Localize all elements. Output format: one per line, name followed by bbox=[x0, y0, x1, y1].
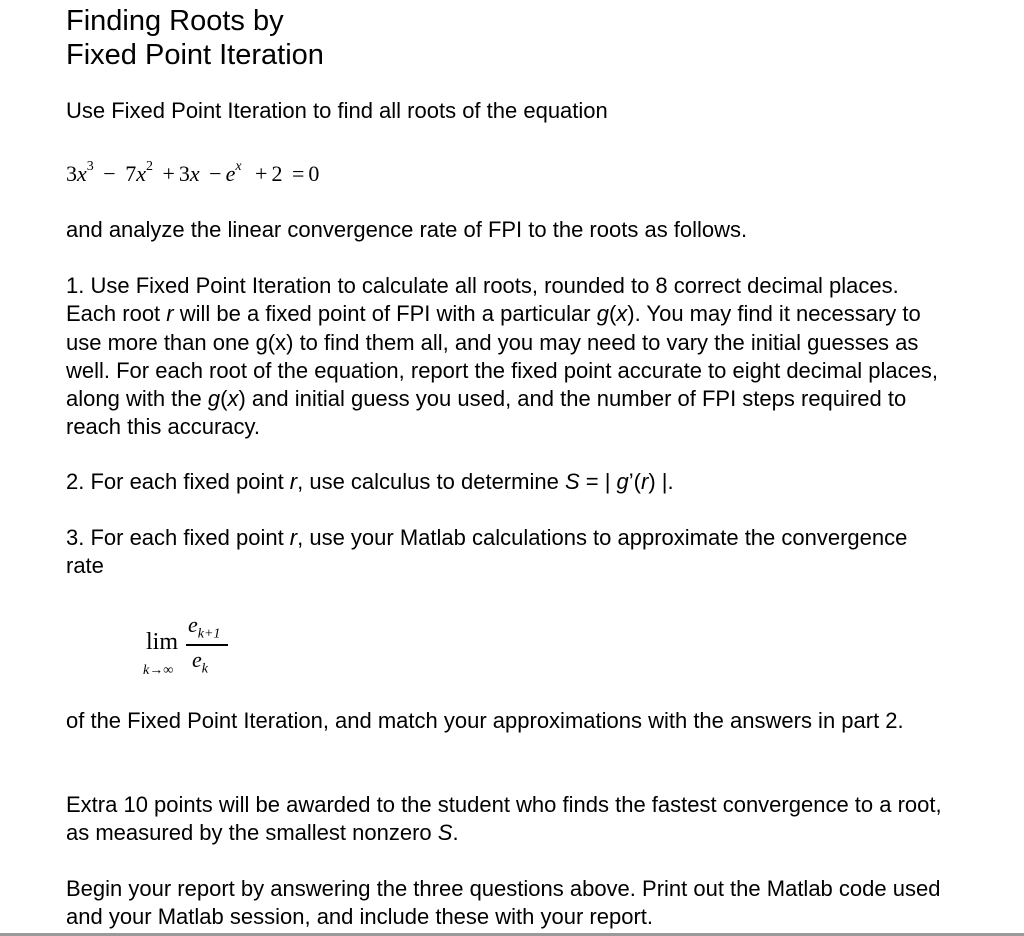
item-1-text-d: ). You may find it necessary to use more than one g(x) to find them all, and you may need to vary the initial guesses as well. For each root of the equation, report the fixed point accurate to eight decimal places, along with the bbox=[66, 301, 938, 412]
eq-var-1: x bbox=[77, 161, 87, 186]
eq-equals: = bbox=[291, 161, 305, 186]
item-1-paren-2: ( bbox=[220, 386, 228, 412]
item-1-r: r bbox=[166, 301, 174, 327]
eq-exp-2: 2 bbox=[145, 159, 153, 174]
eq-op-3: − bbox=[209, 161, 222, 186]
num-e: e bbox=[188, 612, 198, 637]
item-1-text-a: 1. Use Fixed Point Iteration to calculate all roots, rounded to 8 correct decimal places. Each root bbox=[66, 273, 899, 327]
item-3-text-a: 3. For each fixed point bbox=[66, 525, 290, 550]
eq-var-2: x bbox=[136, 161, 146, 186]
eq-op-1: − bbox=[103, 161, 116, 186]
extra-text-b: . bbox=[452, 820, 459, 846]
item-2-g: g bbox=[616, 469, 629, 494]
eq-coef-2: 7 bbox=[125, 161, 137, 186]
item-2-text-c: = | bbox=[579, 469, 617, 494]
analysis-paragraph: and analyze the linear convergence rate of FPI to the roots as follows. bbox=[66, 217, 748, 242]
item-1-text-f: ) and initial guess you used, and the number of FPI steps required to reach this accuracy. bbox=[66, 386, 907, 440]
item-2-paragraph bbox=[66, 468, 951, 496]
equation bbox=[66, 159, 319, 189]
eq-rhs: 0 bbox=[308, 161, 320, 186]
extra-S: S bbox=[437, 820, 453, 846]
eq-exp-4: x bbox=[235, 159, 242, 174]
item-2-r: r bbox=[289, 469, 298, 494]
item-2-S: S bbox=[564, 469, 580, 494]
item-2-r-2: r bbox=[641, 469, 649, 494]
limit-formula bbox=[140, 612, 250, 682]
title-line-1: Finding Roots by bbox=[66, 5, 284, 37]
den-e: e bbox=[192, 647, 202, 672]
after-limit-paragraph: of the Fixed Point Iteration, and match your approximations with the answers in part 2. bbox=[66, 708, 904, 733]
item-2-text-a: 2. For each fixed point bbox=[66, 469, 290, 494]
lim-word: lim bbox=[146, 629, 179, 655]
item-1-g-1: g bbox=[596, 301, 609, 327]
eq-var-3: x bbox=[189, 161, 200, 186]
eq-var-4: e bbox=[225, 161, 236, 186]
fraction-bar bbox=[186, 644, 228, 646]
item-1-x-2: x bbox=[227, 386, 239, 412]
eq-exp-1: 3 bbox=[86, 159, 94, 174]
den-sub: k bbox=[201, 661, 208, 677]
item-2-text-e: ) |. bbox=[648, 469, 674, 494]
item-3-paragraph bbox=[66, 524, 951, 581]
eq-coef-1: 3 bbox=[66, 161, 77, 186]
title-line-2: Fixed Point Iteration bbox=[66, 39, 324, 71]
item-1-paragraph bbox=[66, 272, 951, 442]
item-3-r: r bbox=[289, 525, 298, 550]
lim-subscript: k→∞ bbox=[143, 663, 174, 678]
eq-op-4: + bbox=[255, 161, 268, 186]
eq-const: 2 bbox=[271, 161, 283, 186]
extra-credit-paragraph bbox=[66, 791, 951, 848]
item-1-paren-1: ( bbox=[608, 301, 617, 327]
num-sub: k+1 bbox=[197, 626, 221, 642]
page-title bbox=[66, 4, 324, 72]
item-3-text-b: , use your Matlab calculations to approximate the convergence rate bbox=[66, 525, 908, 579]
item-1-g-2: g bbox=[207, 386, 221, 412]
closing-paragraph: Begin your report by answering the three questions above. Print out the Matlab code used and your Matlab session, and include these with your report. bbox=[66, 876, 941, 930]
item-2-text-d: ’( bbox=[628, 469, 641, 494]
extra-text-a: Extra 10 points will be awarded to the student who finds the fastest convergence to a root, as measured by the smallest nonzero bbox=[66, 792, 942, 846]
fraction-numerator bbox=[188, 612, 220, 642]
item-1-text-b: will be a fixed point of FPI with a particular bbox=[173, 301, 597, 327]
item-2-text-b: , use calculus to determine bbox=[297, 469, 565, 494]
intro-paragraph: Use Fixed Point Iteration to find all roots of the equation bbox=[66, 98, 608, 123]
eq-coef-3: 3 bbox=[178, 161, 190, 186]
fraction-denominator bbox=[192, 647, 208, 677]
eq-op-2: + bbox=[162, 161, 175, 186]
item-1-x-1: x bbox=[616, 301, 628, 327]
